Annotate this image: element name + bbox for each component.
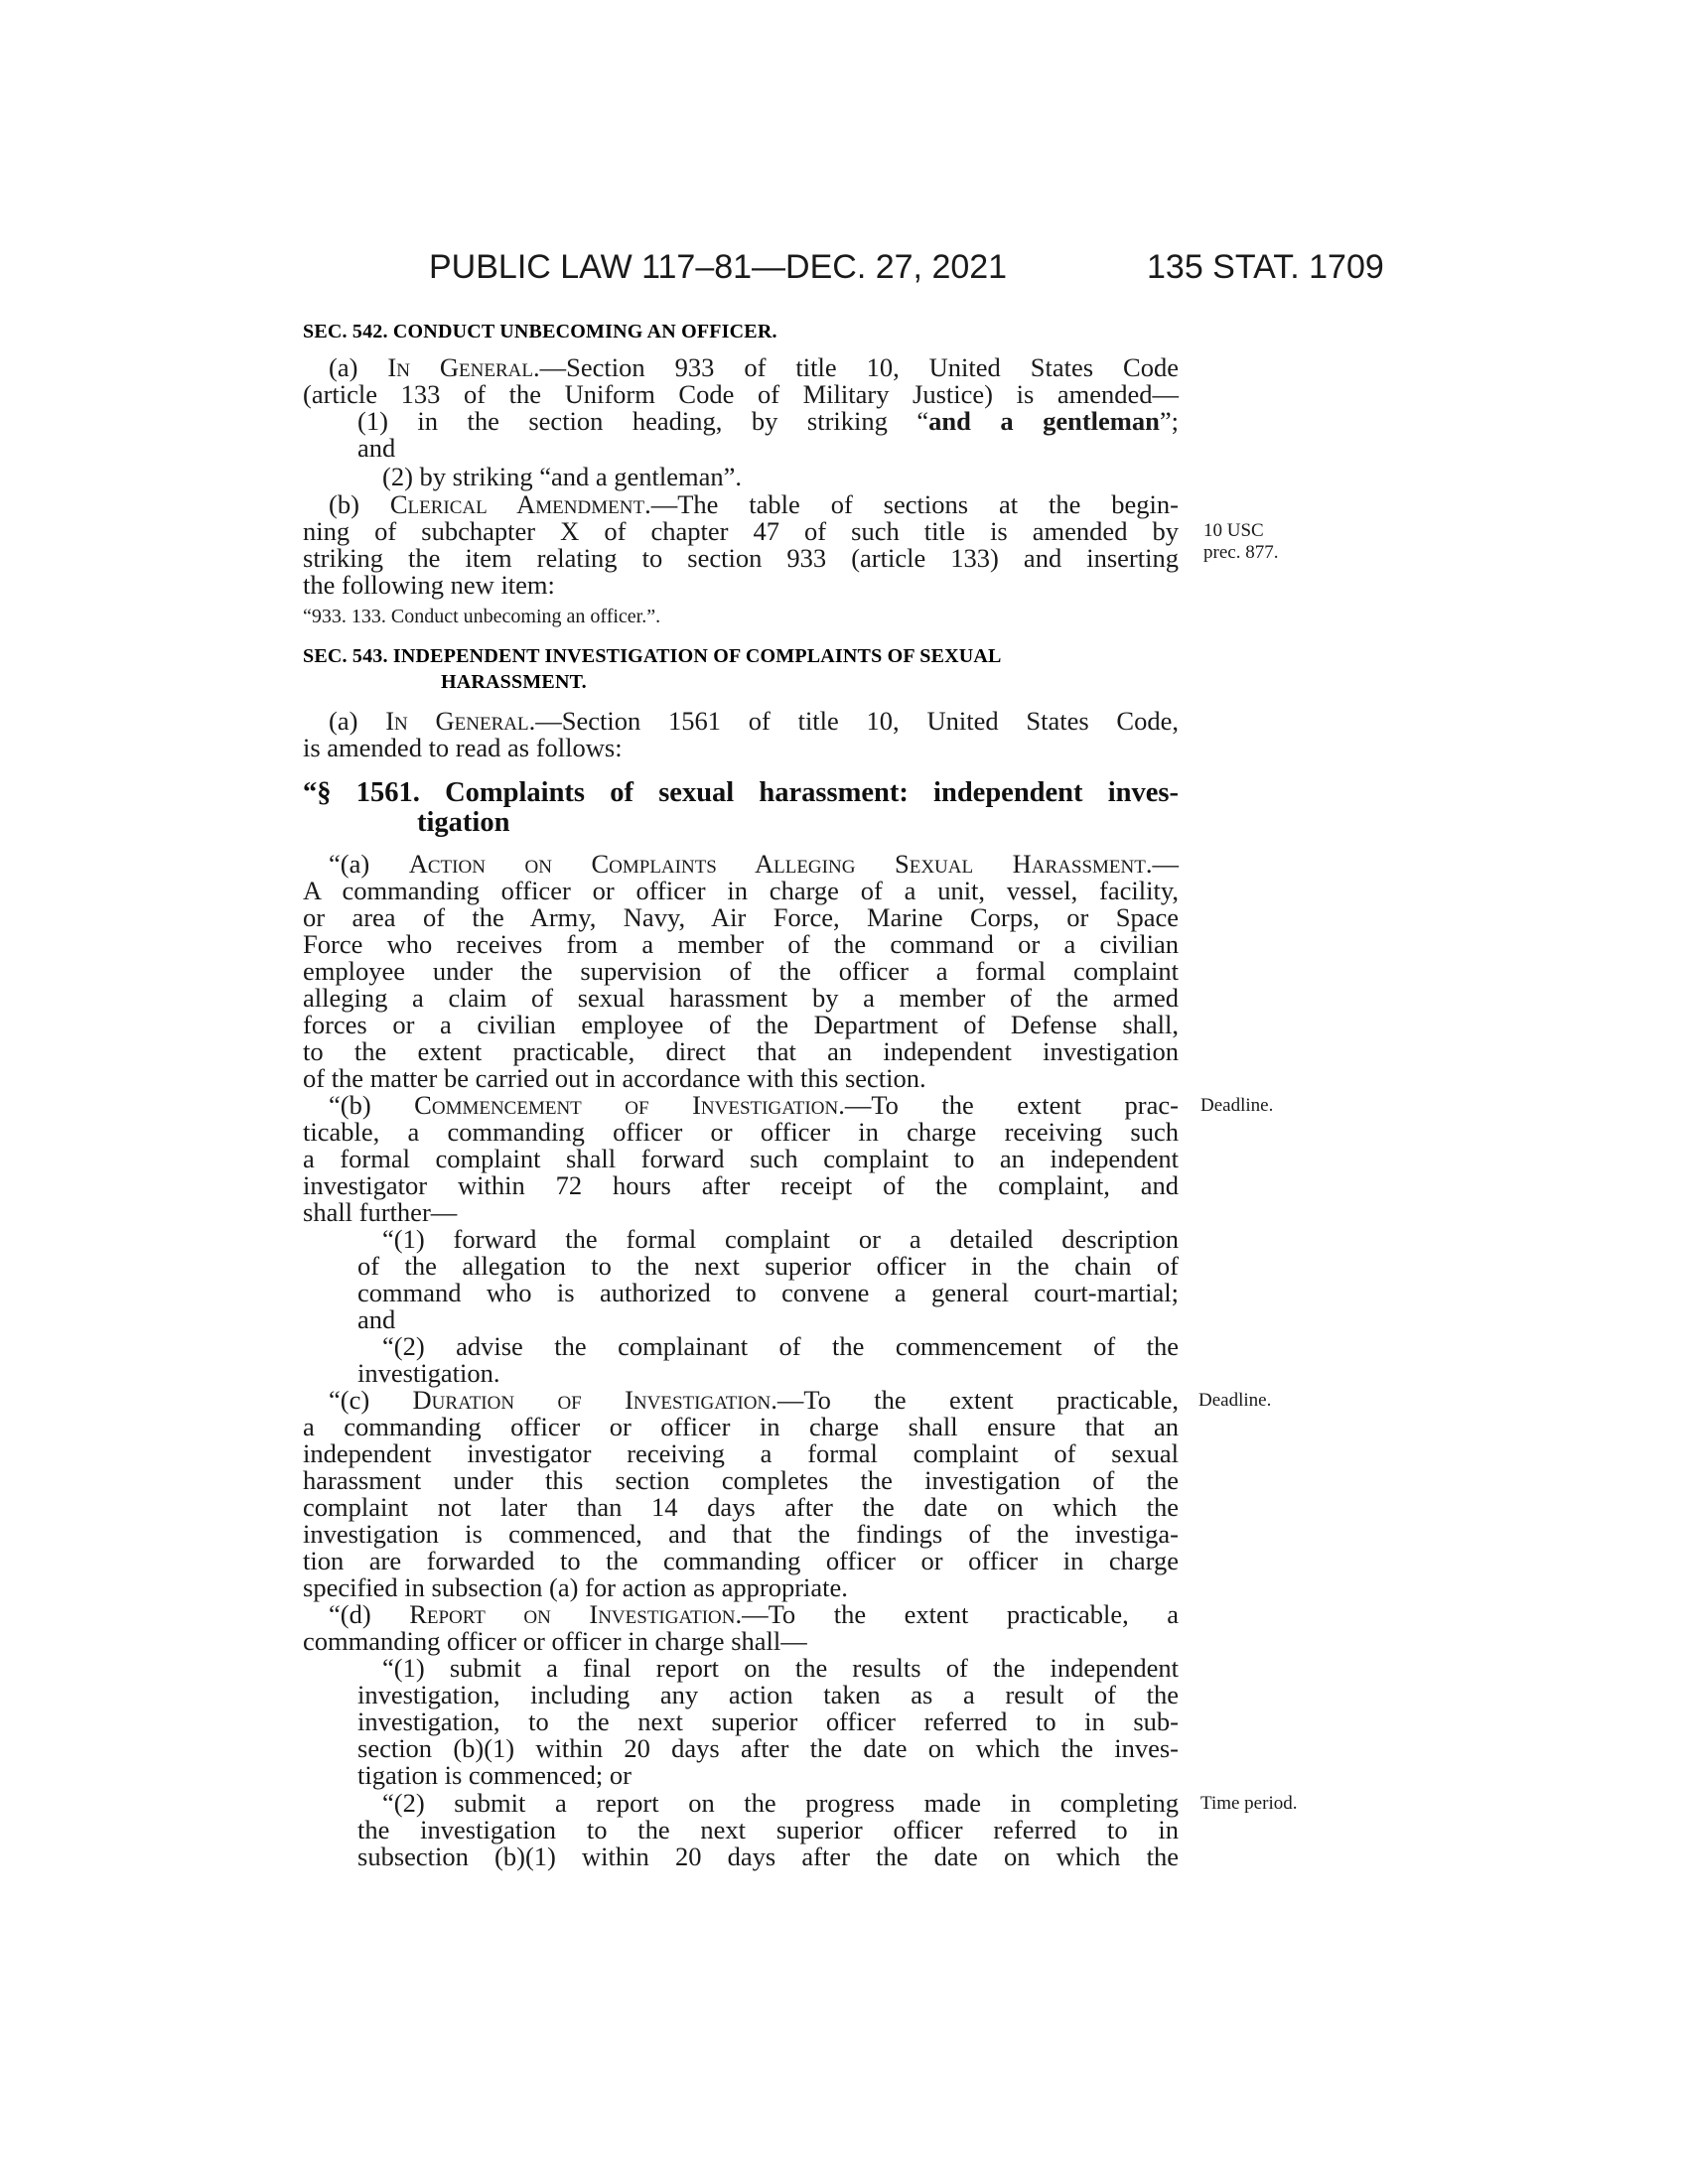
sub-c-body-line: harassment under this section completes the investigation of the [303, 1465, 1179, 1495]
sub-d2-line: subsection (b)(1) within 20 days after the date on which the [357, 1842, 1179, 1871]
margin-note-time-period: Time period. [1200, 1793, 1298, 1814]
sec542-b-line2: ning of subchapter X of chapter 47 of such title is amended by [303, 516, 1179, 546]
sub-b1-line: “(1) forward the formal complaint or a detailed description [382, 1224, 1179, 1254]
margin-note-deadline-c: Deadline. [1198, 1390, 1272, 1411]
caps: In General [385, 706, 529, 736]
margin-note-usc-1: 10 USC [1203, 520, 1264, 541]
sec542-p2: (2) by striking “and a gentleman”. [382, 462, 743, 491]
sub-b-body-line: a formal complaint shall forward such complaint to an independent [303, 1144, 1179, 1173]
sec542-p1-line2: and [357, 433, 396, 463]
statute-heading-line2: tigation [417, 807, 510, 838]
text: .— [1145, 849, 1179, 879]
sub-c-body-line: independent investigator receiving a formal complaint of sexual [303, 1438, 1179, 1468]
caps: Action on Complaints Alleging Sexual Harassment [408, 849, 1146, 879]
sub-d-line1 [329, 1601, 1179, 1628]
sec542-a-line1 [329, 354, 1179, 381]
sub-b-body-line: shall further— [303, 1197, 458, 1227]
sub-c-line1 [329, 1387, 1179, 1414]
sec542-b-line1 [329, 491, 1179, 518]
label: (a) [329, 706, 386, 736]
sub-a-line1 [329, 851, 1179, 878]
caps: Duration of Investigation [412, 1385, 772, 1415]
sec542-b-line4: the following new item: [303, 570, 555, 600]
section-heading-543-line1: SEC. 543. INDEPENDENT INVESTIGATION OF COMPLAINTS OF SEXUAL [303, 645, 1002, 667]
sub-a-body-line: forces or a civilian employee of the Department of Defense shall, [303, 1010, 1179, 1039]
label: (b) [329, 489, 390, 519]
sub-c-body-line: a commanding officer or officer in charge shall ensure that an [303, 1412, 1179, 1441]
sub-b-body-line: investigator within 72 hours after receipt of the complaint, and [303, 1170, 1179, 1200]
text: .—Section 933 of title 10, United States Code [533, 352, 1179, 382]
sub-c-body-line: tion are forwarded to the commanding officer or officer in charge [303, 1546, 1179, 1575]
sub-c-body-line: specified in subsection (a) for action as appropriate. [303, 1572, 848, 1602]
sec543-a-line1 [329, 708, 1179, 735]
sub-b1-line: and [357, 1304, 396, 1334]
sub-d2-line: the investigation to the next superior officer referred to in [357, 1815, 1179, 1844]
sub-a-body-line: to the extent practicable, direct that an independent investigation [303, 1036, 1179, 1066]
sub-d2-line: “(2) submit a report on the progress made in completing [382, 1788, 1179, 1818]
sub-a-body-line: Force who receives from a member of the command or a civilian [303, 929, 1179, 959]
sub-a-body-line: of the matter be carried out in accordance with this section. [303, 1063, 926, 1093]
bold-text: and a gentleman [928, 406, 1160, 436]
sub-a-body-line: or area of the Army, Navy, Air Force, Marine Corps, or Space [303, 902, 1179, 932]
text: .—To the extent practicable, a [735, 1599, 1179, 1629]
margin-note-usc-2: prec. 877. [1203, 542, 1279, 563]
label: “(a) [329, 849, 409, 879]
section-heading-543-line2: HARASSMENT. [441, 671, 587, 693]
sub-d1-line: investigation, including any action taken as a result of the [357, 1680, 1179, 1709]
text: .—To the extent prac- [838, 1090, 1179, 1120]
text: (1) in the section heading, by striking “ [357, 406, 929, 436]
sub-b1-line: command who is authorized to convene a general court-martial; [357, 1278, 1179, 1307]
margin-note-deadline-b: Deadline. [1200, 1095, 1274, 1116]
sec542-b-line3: striking the item relating to section 933 (article 133) and inserting [303, 543, 1179, 573]
label: “(b) [329, 1090, 415, 1120]
toc-new-item: “933. 133. Conduct unbecoming an officer.”. [303, 606, 661, 627]
label: “(c) [329, 1385, 413, 1415]
label: “(d) [329, 1599, 410, 1629]
sub-b2-line: “(2) advise the complainant of the commencement of the [382, 1331, 1179, 1361]
sub-a-body-line: employee under the supervision of the officer a formal complaint [303, 956, 1179, 986]
section-heading-542: SEC. 542. CONDUCT UNBECOMING AN OFFICER. [303, 321, 777, 342]
text: .—Section 1561 of title 10, United States Code, [528, 706, 1179, 736]
caps: Report on Investigation [409, 1599, 736, 1629]
label: (a) [329, 352, 388, 382]
caps: In General [387, 352, 533, 382]
sub-b-body-line: ticable, a commanding officer or officer in charge receiving such [303, 1117, 1179, 1147]
sub-a-body-line: A commanding officer or officer in charge of a unit, vessel, facility, [303, 876, 1179, 905]
sub-c-body-line: investigation is commenced, and that the findings of the investiga- [303, 1519, 1179, 1549]
sub-d1-line: section (b)(1) within 20 days after the date on which the inves- [357, 1733, 1179, 1763]
text: .—To the extent practicable, [771, 1385, 1179, 1415]
sub-d1-line: tigation is commenced; or [357, 1760, 632, 1790]
sub-b1-line: of the allegation to the next superior officer in the chain of [357, 1251, 1179, 1281]
sub-d1-line: investigation, to the next superior officer referred to in sub- [357, 1706, 1179, 1736]
sub-b2-line: investigation. [357, 1358, 500, 1388]
sub-d1-line: “(1) submit a final report on the results of the independent [382, 1653, 1179, 1683]
sec542-p1-line1 [357, 408, 1179, 435]
text: ”; [1159, 406, 1179, 436]
statute-heading-line1: “§ 1561. Complaints of sexual harassment: independent inves- [303, 777, 1179, 808]
sub-a-body-line: alleging a claim of sexual harassment by a member of the armed [303, 983, 1179, 1013]
running-header-page: 135 STAT. 1709 [1147, 248, 1384, 286]
sec542-a-line2: (article 133 of the Uniform Code of Military Justice) is amended— [303, 379, 1179, 409]
caps: Commencement of Investigation [414, 1090, 839, 1120]
sub-c-body-line: complaint not later than 14 days after the date on which the [303, 1492, 1179, 1522]
text: .—The table of sections at the begin- [644, 489, 1179, 519]
sec543-a-line2: is amended to read as follows: [303, 733, 623, 762]
running-header-title: PUBLIC LAW 117–81—DEC. 27, 2021 [429, 248, 1008, 286]
sub-d-line2: commanding officer or officer in charge shall— [303, 1626, 807, 1656]
sub-b-line1 [329, 1092, 1179, 1119]
caps: Clerical Amendment [389, 489, 645, 519]
